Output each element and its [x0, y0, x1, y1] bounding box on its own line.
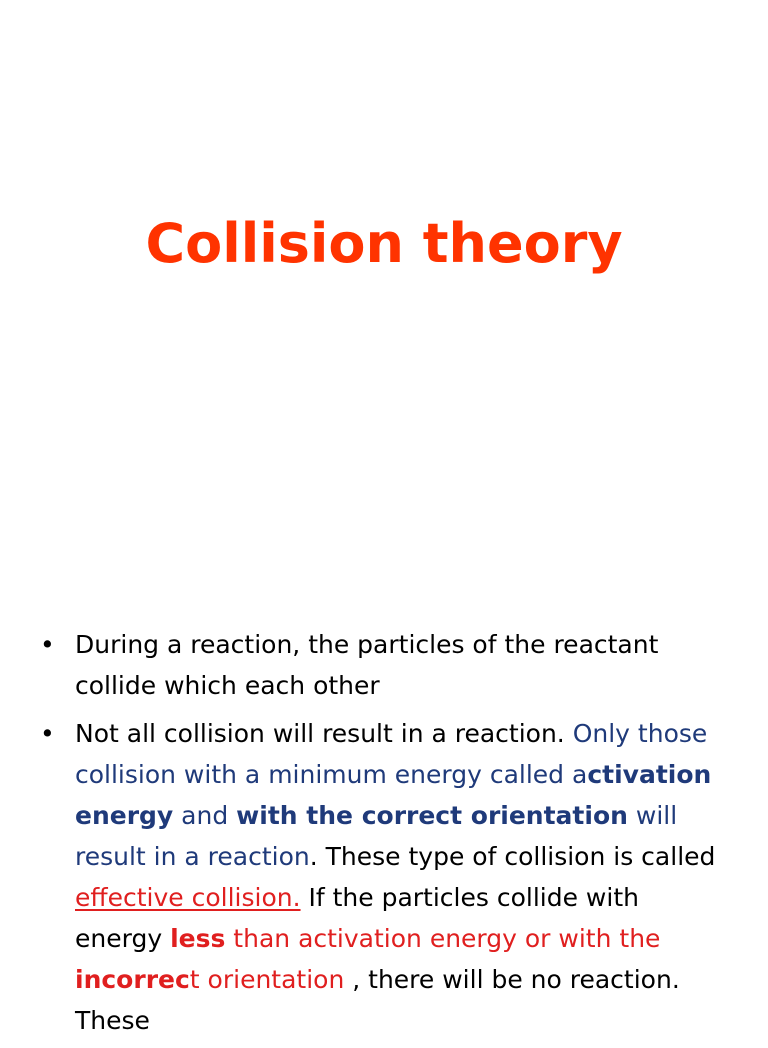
term-effective-collision: effective collision. [75, 883, 301, 912]
bullet-1-text: During a reaction, the particles of the reactant collide which each other [75, 630, 659, 700]
term-less: less [170, 924, 226, 953]
term-correct-orientation: with the correct orientation [236, 801, 628, 830]
bullet-2-text-orientation: t orientation [189, 965, 345, 994]
bullet-2-text-these: . These type of collision is called [309, 842, 716, 871]
bullet-2-text-and: and [173, 801, 237, 830]
bullet-2-text-blue: Only those collision with a minimum energy called a [75, 719, 708, 789]
bullet-list [40, 624, 730, 1048]
bullet-2-text-plain: Not all collision will result in a reaction. [75, 719, 573, 748]
slide-title: Collision theory [145, 212, 623, 275]
term-incorrect: incorrec [75, 965, 190, 994]
bullet-2-text-if: If the particles collide with energy [75, 883, 639, 953]
bullet-icon: • [40, 630, 55, 659]
bullet-2-text-no-reaction: , there will be no reaction. These [75, 965, 680, 1035]
term-activation-energy: ctivation energy [75, 760, 712, 830]
bullet-item-1 [40, 624, 730, 706]
bullet-icon: • [40, 719, 55, 748]
bullet-2-text-result: will result in a reaction [75, 801, 678, 871]
bullet-2-text-than: than activation energy or with the [225, 924, 661, 953]
bullet-item-2 [40, 713, 730, 1041]
